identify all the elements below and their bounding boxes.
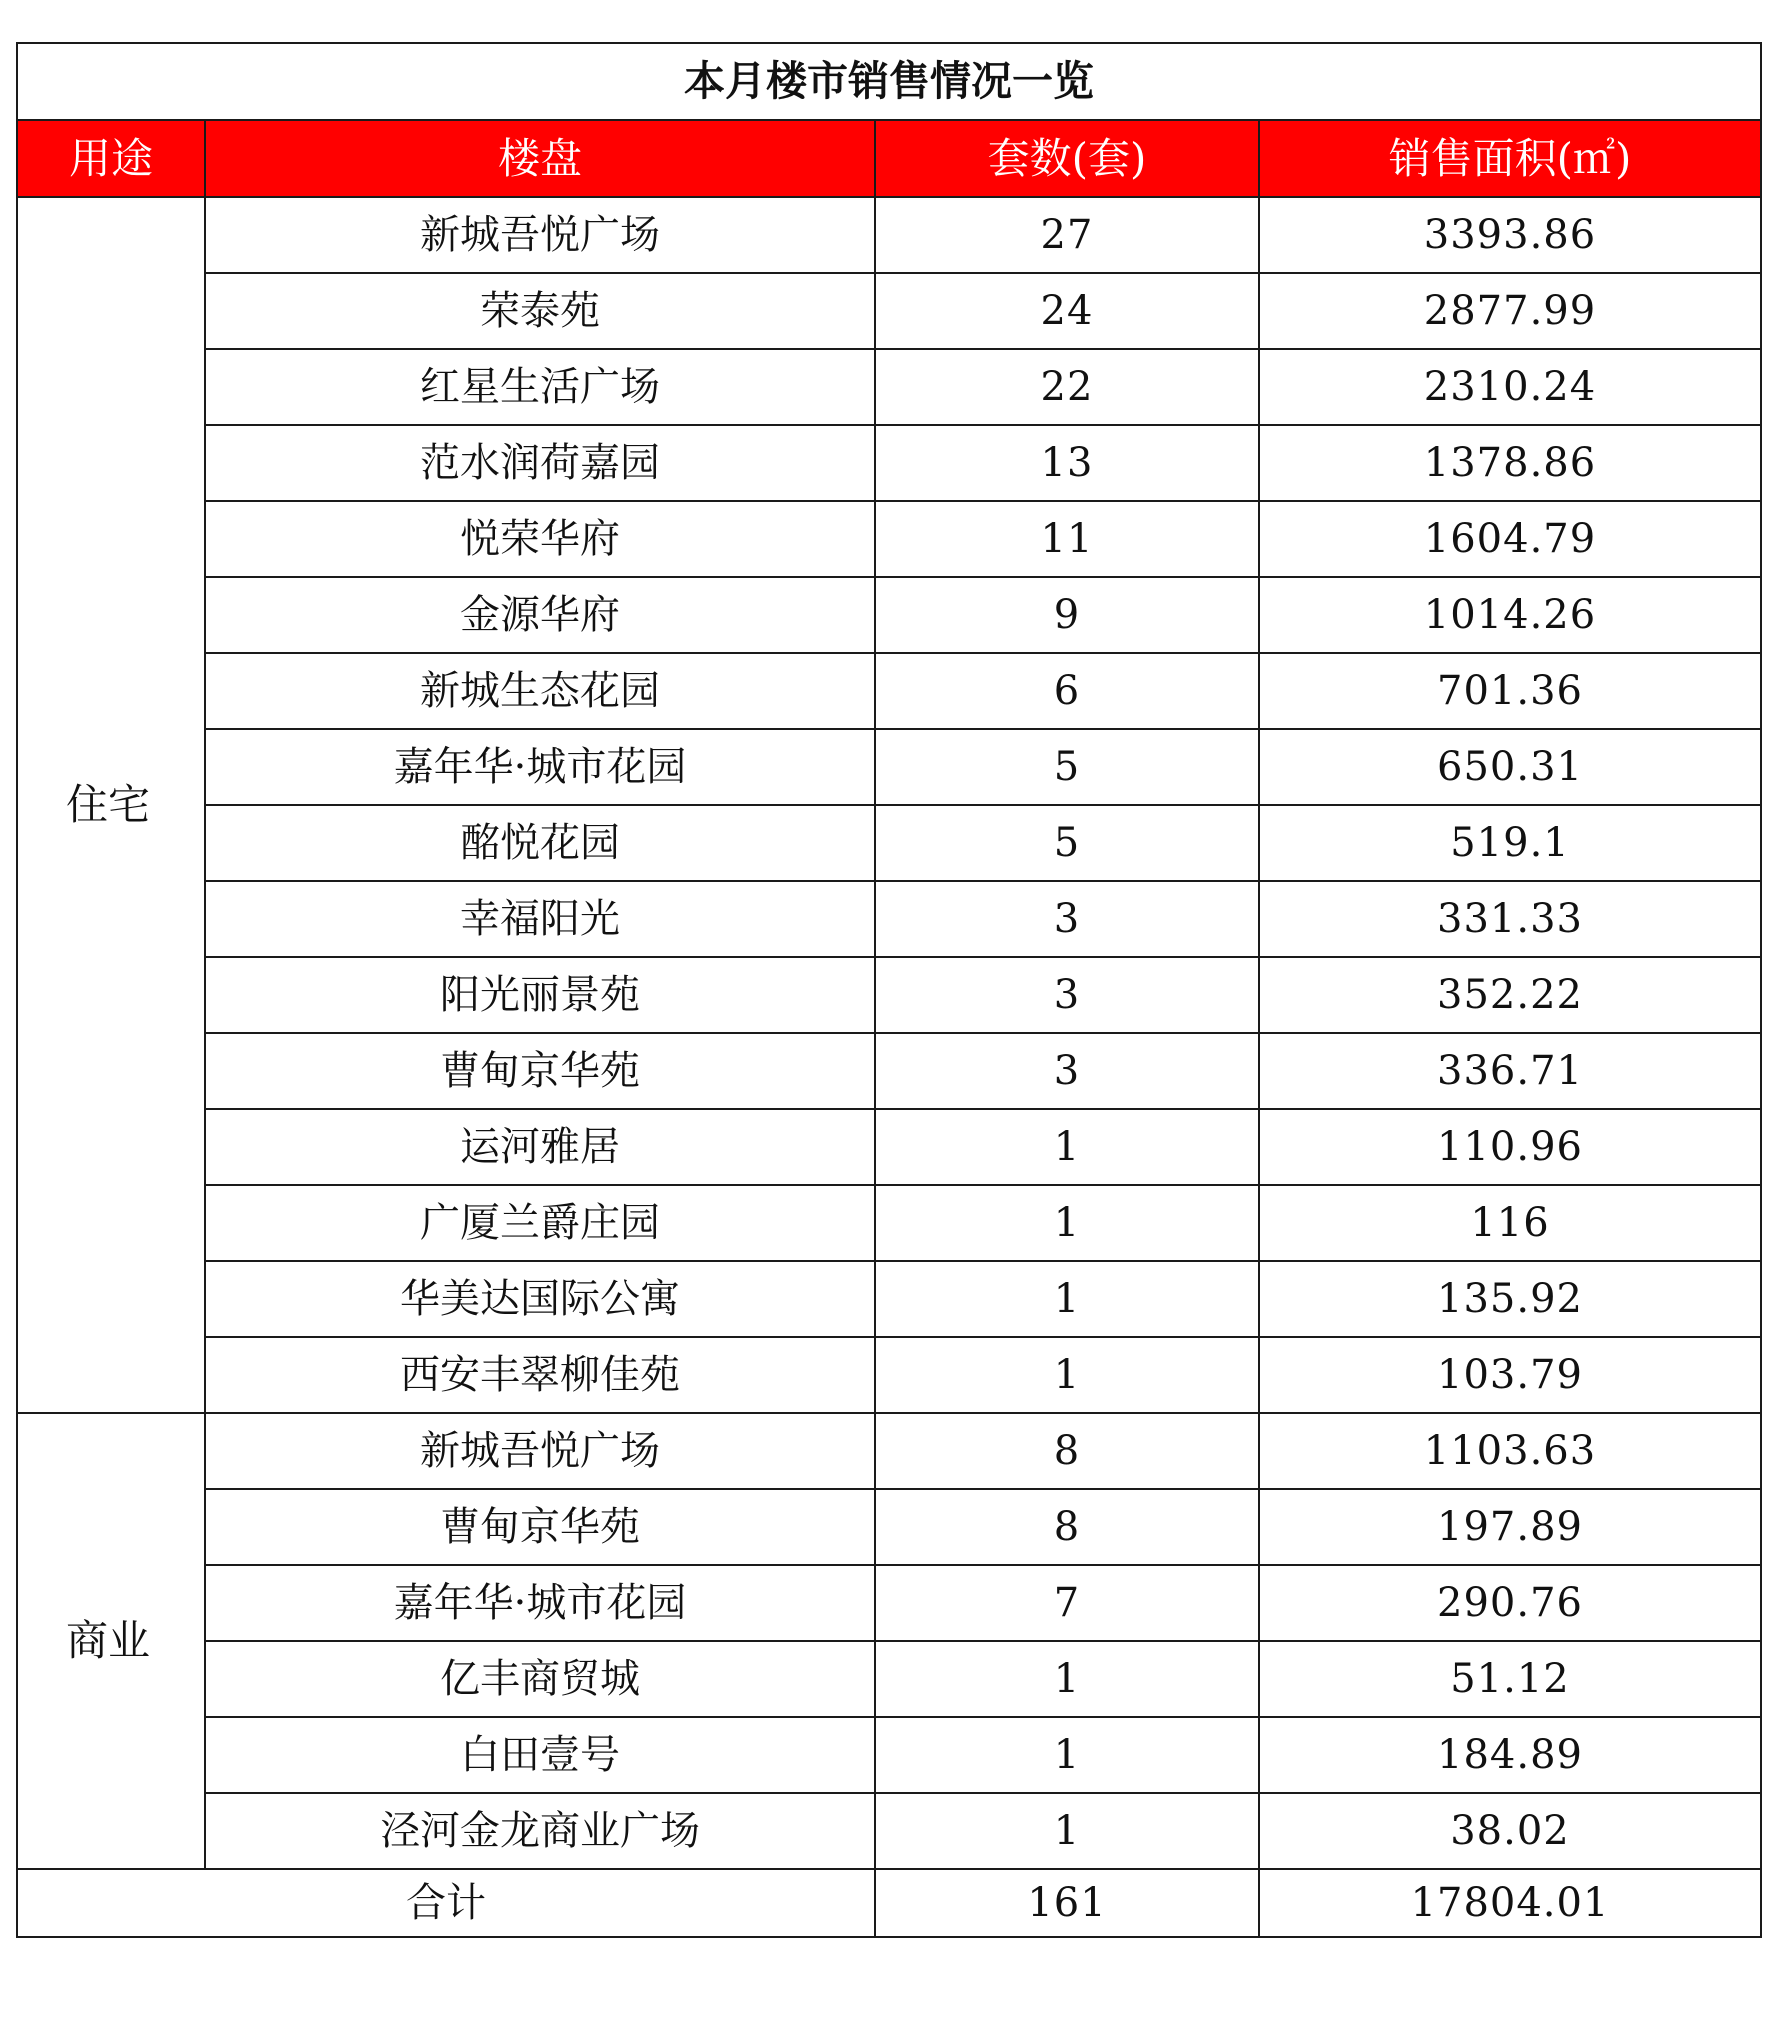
- area-cell: 51.12: [1259, 1641, 1761, 1717]
- project-cell: 新城生态花园: [205, 653, 875, 729]
- table-row: [17, 881, 1761, 957]
- table-row: [17, 805, 1761, 881]
- area-cell: 38.02: [1259, 1793, 1761, 1869]
- project-cell: 运河雅居: [205, 1109, 875, 1185]
- units-cell: 3: [875, 957, 1259, 1033]
- total-units: 161: [875, 1869, 1259, 1937]
- units-cell: 13: [875, 425, 1259, 501]
- area-cell: 519.1: [1259, 805, 1761, 881]
- project-cell: 曹甸京华苑: [205, 1489, 875, 1565]
- units-cell: 1: [875, 1337, 1259, 1413]
- project-cell: 西安丰翠柳佳苑: [205, 1337, 875, 1413]
- area-cell: 1103.63: [1259, 1413, 1761, 1489]
- table-row: [17, 957, 1761, 1033]
- project-cell: 曹甸京华苑: [205, 1033, 875, 1109]
- table-row: [17, 349, 1761, 425]
- units-cell: 1: [875, 1717, 1259, 1793]
- units-cell: 5: [875, 805, 1259, 881]
- project-cell: 新城吾悦广场: [205, 197, 875, 273]
- table-row: [17, 197, 1761, 273]
- units-cell: 6: [875, 653, 1259, 729]
- header-project: 楼盘: [205, 120, 875, 197]
- project-cell: 亿丰商贸城: [205, 1641, 875, 1717]
- header-usage: 用途: [17, 120, 205, 197]
- area-cell: 701.36: [1259, 653, 1761, 729]
- area-cell: 110.96: [1259, 1109, 1761, 1185]
- area-cell: 290.76: [1259, 1565, 1761, 1641]
- table-row: [17, 1185, 1761, 1261]
- units-cell: 1: [875, 1109, 1259, 1185]
- project-cell: 荣泰苑: [205, 273, 875, 349]
- project-cell: 新城吾悦广场: [205, 1413, 875, 1489]
- units-cell: 1: [875, 1261, 1259, 1337]
- area-cell: 352.22: [1259, 957, 1761, 1033]
- units-cell: 8: [875, 1413, 1259, 1489]
- total-label: 合计: [17, 1869, 875, 1937]
- sales-table: [16, 42, 1762, 1938]
- area-cell: 2877.99: [1259, 273, 1761, 349]
- area-cell: 1604.79: [1259, 501, 1761, 577]
- area-cell: 331.33: [1259, 881, 1761, 957]
- area-cell: 3393.86: [1259, 197, 1761, 273]
- header-units: 套数(套): [875, 120, 1259, 197]
- units-cell: 8: [875, 1489, 1259, 1565]
- table-row: [17, 1337, 1761, 1413]
- project-cell: 悦荣华府: [205, 501, 875, 577]
- project-cell: 红星生活广场: [205, 349, 875, 425]
- title-row: [17, 43, 1761, 120]
- table-row: [17, 501, 1761, 577]
- project-cell: 泾河金龙商业广场: [205, 1793, 875, 1869]
- table-row: [17, 1261, 1761, 1337]
- table-row: [17, 1641, 1761, 1717]
- area-cell: 336.71: [1259, 1033, 1761, 1109]
- units-cell: 7: [875, 1565, 1259, 1641]
- area-cell: 650.31: [1259, 729, 1761, 805]
- project-cell: 华美达国际公寓: [205, 1261, 875, 1337]
- project-cell: 酩悦花园: [205, 805, 875, 881]
- table-title: 本月楼市销售情况一览: [17, 43, 1761, 120]
- table-row: [17, 1717, 1761, 1793]
- table-row: [17, 1793, 1761, 1869]
- units-cell: 11: [875, 501, 1259, 577]
- project-cell: 幸福阳光: [205, 881, 875, 957]
- sales-summary-sheet: [16, 42, 1760, 1938]
- table-row: [17, 273, 1761, 349]
- table-row: [17, 1565, 1761, 1641]
- commercial-group-label: 商业: [17, 1413, 205, 1869]
- area-cell: 197.89: [1259, 1489, 1761, 1565]
- area-cell: 1014.26: [1259, 577, 1761, 653]
- table-row: [17, 653, 1761, 729]
- table-row: [17, 1033, 1761, 1109]
- table-row: [17, 729, 1761, 805]
- units-cell: 1: [875, 1641, 1259, 1717]
- project-cell: 嘉年华·城市花园: [205, 1565, 875, 1641]
- table-row: [17, 1413, 1761, 1489]
- table-body: [17, 197, 1761, 1869]
- project-cell: 阳光丽景苑: [205, 957, 875, 1033]
- units-cell: 9: [875, 577, 1259, 653]
- project-cell: 范水润荷嘉园: [205, 425, 875, 501]
- project-cell: 广厦兰爵庄园: [205, 1185, 875, 1261]
- area-cell: 103.79: [1259, 1337, 1761, 1413]
- units-cell: 24: [875, 273, 1259, 349]
- units-cell: 27: [875, 197, 1259, 273]
- header-row: [17, 120, 1761, 197]
- area-cell: 135.92: [1259, 1261, 1761, 1337]
- units-cell: 22: [875, 349, 1259, 425]
- project-cell: 嘉年华·城市花园: [205, 729, 875, 805]
- area-cell: 1378.86: [1259, 425, 1761, 501]
- area-cell: 116: [1259, 1185, 1761, 1261]
- total-area: 17804.01: [1259, 1869, 1761, 1937]
- project-cell: 金源华府: [205, 577, 875, 653]
- total-row: [17, 1869, 1761, 1937]
- units-cell: 3: [875, 881, 1259, 957]
- residential-group-label: 住宅: [17, 197, 205, 1413]
- table-row: [17, 577, 1761, 653]
- area-cell: 184.89: [1259, 1717, 1761, 1793]
- table-row: [17, 1489, 1761, 1565]
- units-cell: 3: [875, 1033, 1259, 1109]
- units-cell: 1: [875, 1793, 1259, 1869]
- header-area: 销售面积(㎡): [1259, 120, 1761, 197]
- table-row: [17, 1109, 1761, 1185]
- area-cell: 2310.24: [1259, 349, 1761, 425]
- units-cell: 1: [875, 1185, 1259, 1261]
- units-cell: 5: [875, 729, 1259, 805]
- table-row: [17, 425, 1761, 501]
- project-cell: 白田壹号: [205, 1717, 875, 1793]
